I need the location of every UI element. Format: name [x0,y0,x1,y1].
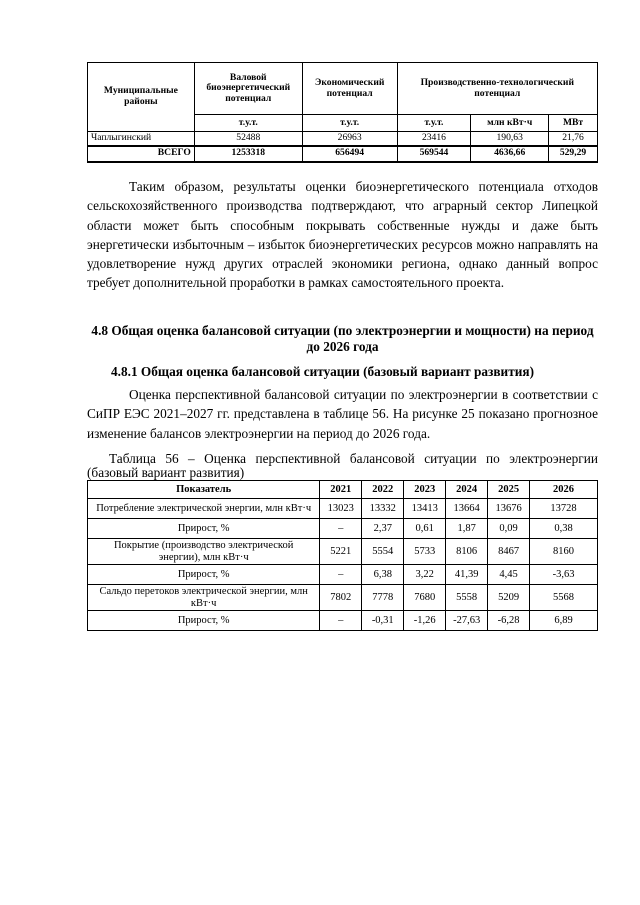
table-row [88,565,598,585]
unit-mln-kwh: млн кВт·ч [471,115,549,132]
cell-prod-tut: 23416 [397,132,471,146]
unit-tut: т.у.т. [194,115,302,132]
table-row [88,585,598,611]
cell-value: 0,09 [488,519,530,539]
cell-value: 8467 [488,539,530,565]
col-header-year: 2025 [488,481,530,499]
row-label: Сальдо перетоков электрической энергии, млн кВт·ч [88,585,320,611]
cell-value: 5554 [362,539,404,565]
cell-total-prod-kwh: 4636,66 [471,146,549,162]
cell-economic: 26963 [302,132,397,146]
col-header-year: 2023 [404,481,446,499]
balance-forecast-table [87,480,598,631]
bioenergy-potential-table [87,62,598,163]
col-header-year: 2021 [320,481,362,499]
cell-value: 0,38 [530,519,598,539]
table-caption: Таблица 56 – Оценка перспективной балансовой ситуации по электроэнергии (базовый вариант развития) [87,451,598,480]
unit-mw: МВт [549,115,598,132]
cell-value: – [320,565,362,585]
table-row [88,611,598,631]
cell-value: 5221 [320,539,362,565]
cell-value: -1,26 [404,611,446,631]
cell-value: 13664 [446,499,488,519]
unit-tut: т.у.т. [397,115,471,132]
subsection-heading: 4.8.1 Общая оценка балансовой ситуации (базовый вариант развития) [111,364,535,379]
cell-value: -27,63 [446,611,488,631]
cell-value: 3,22 [404,565,446,585]
cell-value: 2,37 [362,519,404,539]
cell-value: -0,31 [362,611,404,631]
cell-prod-mw: 21,76 [549,132,598,146]
table-total-row [88,146,598,162]
cell-value: 1,87 [446,519,488,539]
row-label: Прирост, % [88,565,320,585]
cell-value: 7802 [320,585,362,611]
table-row [88,132,598,146]
table-row [88,499,598,519]
unit-tut: т.у.т. [302,115,397,132]
col-header-production: Производственно-технологический потенциал [397,63,597,115]
cell-total-economic: 656494 [302,146,397,162]
row-label: Прирост, % [88,519,320,539]
table-row [88,519,598,539]
cell-value: 13332 [362,499,404,519]
cell-value: 8106 [446,539,488,565]
section-heading: 4.8 Общая оценка балансовой ситуации (по электроэнергии и мощности) на период до 2026 года [91,323,594,354]
table-header-row [88,481,598,499]
cell-value: 41,39 [446,565,488,585]
cell-value: 5733 [404,539,446,565]
col-header-indicator: Показатель [88,481,320,499]
row-label: Потребление электрической энергии, млн кВт·ч [88,499,320,519]
cell-value: – [320,519,362,539]
cell-value: 7778 [362,585,404,611]
cell-value: – [320,611,362,631]
table-row [88,539,598,565]
cell-total-gross: 1253318 [194,146,302,162]
cell-district: Чаплыгинский [88,132,195,146]
cell-value: -6,28 [488,611,530,631]
col-header-gross: Валовой биоэнергетический потенциал [194,63,302,115]
paragraph-conclusion: Таким образом, результаты оценки биоэнергетического потенциала отходов сельскохозяйственного производства подтверждают, что аграрный сектор Липецкой области может быть способным покрывать собственные нужды и даже быть энергетически избыточным – избыток биоэнергетических ресурсов можно направлять на удовлетворение нужд других отраслей экономики региона, однако данный вопрос требует дополнительной проработки в рамках самостоятельного проекта. [87,179,598,291]
col-header-district: Муниципальные районы [88,63,195,132]
cell-value: 13413 [404,499,446,519]
col-header-economic: Экономический потенциал [302,63,397,115]
cell-value: 7680 [404,585,446,611]
col-header-year: 2024 [446,481,488,499]
row-label: Покрытие (производство электрической энергии), млн кВт·ч [88,539,320,565]
cell-value: 6,89 [530,611,598,631]
cell-prod-kwh: 190,63 [471,132,549,146]
cell-value: 0,61 [404,519,446,539]
col-header-year: 2022 [362,481,404,499]
cell-value: 13676 [488,499,530,519]
cell-value: 13023 [320,499,362,519]
cell-value: -3,63 [530,565,598,585]
col-header-year: 2026 [530,481,598,499]
row-label: Прирост, % [88,611,320,631]
paragraph-intro: Оценка перспективной балансовой ситуации по электроэнергии в соответствии с СиПР ЕЭС 2021–2027 гг. представлена в таблице 56. На рисунке 25 показано прогнозное изменение балансов электроэнергии на период до 2026 года. [87,387,598,441]
cell-value: 6,38 [362,565,404,585]
cell-gross: 52488 [194,132,302,146]
cell-value: 8160 [530,539,598,565]
cell-value: 5568 [530,585,598,611]
cell-total-prod-mw: 529,29 [549,146,598,162]
cell-value: 5558 [446,585,488,611]
cell-total-prod-tut: 569544 [397,146,471,162]
cell-total-label: ВСЕГО [88,146,195,162]
cell-value: 5209 [488,585,530,611]
cell-value: 13728 [530,499,598,519]
cell-value: 4,45 [488,565,530,585]
